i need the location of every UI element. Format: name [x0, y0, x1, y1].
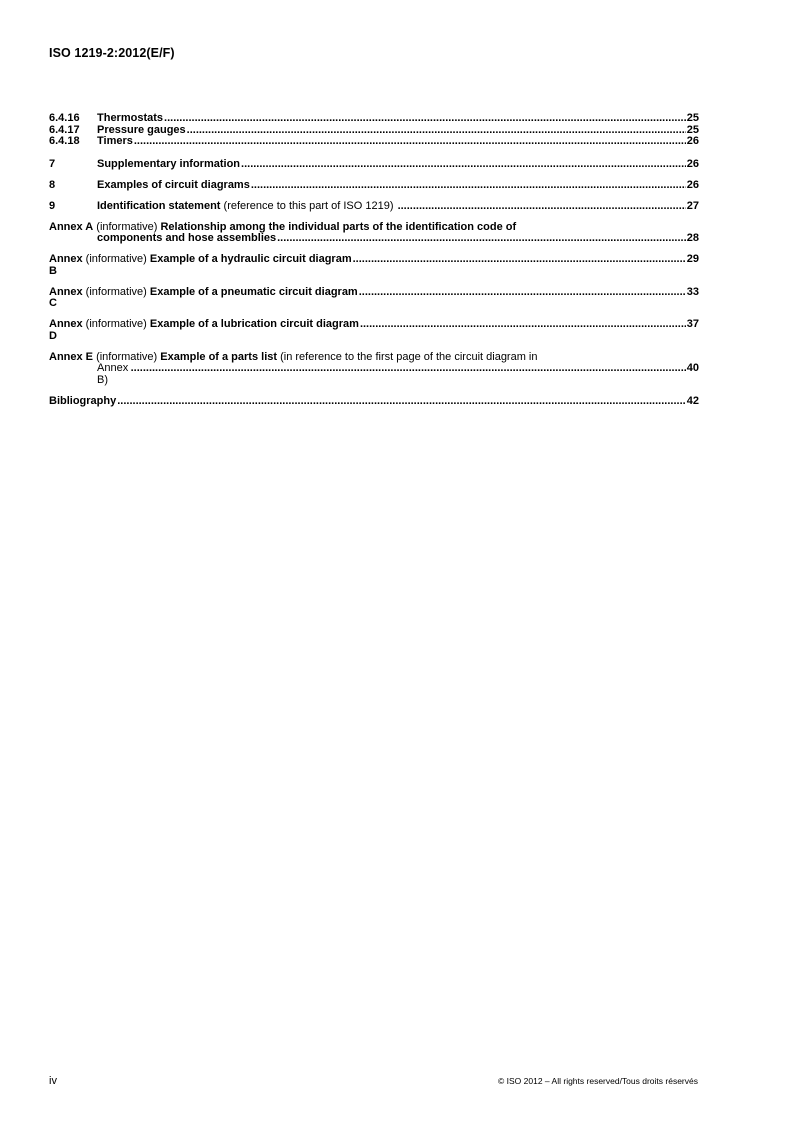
annex-status: (informative) [82, 253, 150, 265]
toc-title: Example of a hydraulic circuit diagram [149, 253, 352, 265]
annex-label: Annex E [49, 350, 94, 363]
toc-leader-dots [360, 319, 686, 331]
toc-title: Example of a pneumatic circuit diagram [149, 285, 358, 298]
toc-page-number: 26 [686, 157, 699, 170]
toc-number: 9 [49, 199, 56, 212]
toc-entry-annex-d[interactable] [49, 319, 699, 342]
toc-title: Identification statement [97, 199, 221, 212]
annex-status: (informative) [82, 285, 150, 298]
toc-page-number: 29 [686, 253, 699, 265]
toc-leader-dots [117, 396, 686, 408]
toc-leader-dots [398, 201, 686, 213]
toc-leader-dots [134, 136, 686, 148]
document-header: ISO 1219-2:2012(E/F) [49, 46, 175, 60]
toc-entry-6-4-17[interactable] [49, 125, 699, 137]
toc-entry-6-4-16[interactable] [49, 113, 699, 125]
toc-page-number: 26 [686, 178, 699, 191]
toc-entry-annex-c[interactable] [49, 287, 699, 310]
toc-title: Timers [97, 135, 133, 147]
toc-title: Thermostats [97, 112, 164, 124]
toc-page-number: 40 [686, 362, 699, 374]
footer-page-number: iv [49, 1075, 57, 1087]
toc-leader-dots [359, 287, 686, 299]
annex-label: Annex B [49, 253, 83, 277]
toc-leader-dots [353, 254, 686, 266]
toc-title: Pressure gauges [97, 123, 186, 136]
toc-page-number: 28 [686, 232, 699, 244]
toc-leader-dots [241, 159, 686, 171]
toc-leader-dots [131, 363, 686, 375]
toc-page-number: 37 [686, 318, 699, 330]
toc-title-note: (reference to this part of ISO 1219) [220, 199, 397, 212]
table-of-contents [49, 113, 699, 407]
toc-leader-dots [164, 113, 686, 125]
toc-entry-annex-b[interactable] [49, 254, 699, 277]
toc-number: 7 [49, 157, 56, 170]
toc-number: 6.4.16 [49, 112, 80, 124]
annex-label: Annex D [49, 318, 83, 342]
toc-number: 6.4.18 [49, 135, 80, 147]
toc-page-number: 42 [686, 394, 699, 407]
toc-entry-7[interactable] [49, 159, 699, 171]
toc-title-note-continued: Annex B) [97, 362, 129, 386]
footer-copyright: © ISO 2012 – All rights reserved/Tous droits réservés [498, 1076, 698, 1086]
toc-title: Supplementary information [97, 157, 241, 170]
toc-leader-dots [187, 125, 686, 137]
toc-entry-8[interactable] [49, 180, 699, 192]
toc-page-number: 25 [686, 112, 699, 124]
toc-page-number: 25 [686, 123, 699, 136]
toc-number: 6.4.17 [49, 123, 80, 136]
toc-page-number: 26 [686, 135, 699, 147]
toc-title-note: (in reference to the first page of the circuit diagram in [277, 350, 538, 363]
toc-entry-annex-a[interactable] [49, 222, 699, 245]
toc-title: Example of a parts list [160, 350, 278, 363]
toc-title: Examples of circuit diagrams [97, 178, 250, 191]
toc-page-number: 27 [686, 199, 699, 212]
annex-label: Annex C [49, 285, 83, 309]
toc-entry-annex-e[interactable] [49, 352, 699, 387]
toc-number: 8 [49, 178, 56, 191]
toc-title-continued: components and hose assemblies [97, 232, 277, 244]
annex-status: (informative) [93, 220, 161, 233]
annex-label: Annex A [49, 220, 94, 233]
toc-page-number: 33 [686, 285, 699, 298]
toc-entry-9[interactable] [49, 201, 699, 213]
toc-entry-6-4-18[interactable] [49, 136, 699, 148]
toc-entry-bibliography[interactable] [49, 396, 699, 408]
toc-title: Relationship among the individual parts of the identification code of [160, 220, 517, 233]
toc-title: Bibliography [49, 394, 117, 407]
toc-title: Example of a lubrication circuit diagram [149, 318, 359, 330]
toc-leader-dots [251, 180, 686, 192]
annex-status: (informative) [82, 318, 150, 330]
toc-leader-dots [277, 233, 686, 245]
annex-status: (informative) [93, 350, 161, 363]
